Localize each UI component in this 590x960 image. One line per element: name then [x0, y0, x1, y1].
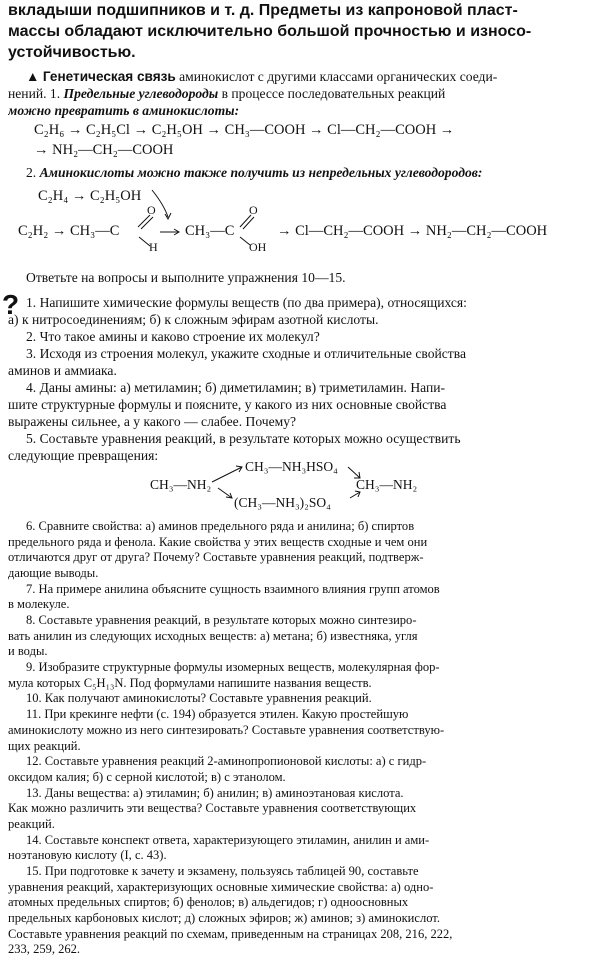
task-line: 12. Составьте уравнения реакций 2-аминопропионовой кислоты: а) с гидр-	[26, 754, 427, 769]
equation-1-line-1: C₂H₆ → C₂H₅Cl → C₂H₅OH → CH₃—COOH → Cl—CH₂—COOH →	[34, 122, 455, 138]
task-line: Как можно различить эти вещества? Составьте уравнения соответствующих	[8, 801, 417, 816]
scheme-upper: CH₃—NH₃HSO₄	[245, 459, 338, 474]
aldehyde-oxygen: O	[147, 203, 156, 217]
task-line: 10. Как получают аминокислоты? Составьте уравнения реакций.	[26, 691, 372, 706]
task-line: щих реакций.	[8, 738, 81, 753]
intro-line-1: вкладыши подшипников и т. д. Предметы из капроновой пласт-	[8, 2, 518, 19]
scheme-tail: → Cl—CH₂—COOH → NH₂—CH₂—COOH	[277, 223, 548, 239]
task-line: Составьте уравнения реакций по схемам, приведенным на страницах 208, 216, 222,	[8, 926, 453, 941]
task-line: 14. Составьте конспект ответа, характеризующего этиламин, анилин и ами-	[26, 832, 430, 847]
scheme-lower: (CH₃—NH₃)₂SO₄	[234, 495, 331, 510]
task-line: 1. Напишите химические формулы веществ (по два примера), относящихся:	[26, 295, 467, 310]
scheme-acetic: CH₃—C	[185, 223, 235, 239]
genetic-title: Генетическая связь	[42, 69, 176, 84]
task-line: 15. При подготовке к зачету и экзамену, пользуясь таблицей 90, составьте	[26, 863, 419, 878]
task-line: ноэтановую кислоту (I, с. 43).	[8, 848, 167, 863]
acid-hydroxyl: OH	[249, 240, 267, 254]
intro-line-2: массы обладают исключительно большой прочностью и износо-	[8, 23, 532, 40]
task-line: 11. При крекинге нефти (с. 194) образуется этилен. Какую простейшую	[26, 707, 409, 722]
task-line: 6. Сравните свойства: а) аминов предельного ряда и анилина; б) спиртов	[26, 519, 415, 533]
task-line: 7. На примере анилина объясните сущность взаимного влияния групп атомов	[26, 581, 440, 596]
task-line: 5. Составьте уравнения реакций, в результате которых можно осуществить	[26, 431, 461, 446]
task-line: 8. Составьте уравнения реакций, в результате которых можно синтезиро-	[26, 613, 417, 628]
task-line: 4. Даны амины: а) метиламин; б) диметиламин; в) триметиламин. Напи-	[26, 380, 446, 395]
genetic-line-1-rest: аминокислот с другими классами органических соеди-	[175, 69, 498, 84]
task-line: а) к нитросоединениям; б) к сложным эфирам азотной кислоты.	[8, 312, 379, 327]
point-2-line: 2. Аминокислоты можно также получить из непредельных углеводородов:	[26, 165, 483, 180]
task-line: атомных предельных спиртов; б) фенолов; в) альдегидов; г) одноосновных	[8, 895, 409, 910]
task-line: шите структурные формулы и поясните, у какого из них основные свойства	[8, 397, 447, 412]
task-line: и воды.	[8, 644, 48, 659]
task-line: отличаются друг от друга? Почему? Составьте уравнения реакций, подтверж-	[8, 550, 424, 565]
task-line: предельных карбоновых кислот; д) сложных эфиров; ж) аминов; з) аминокислот.	[8, 910, 440, 925]
task-line: 233, 259, 262.	[8, 942, 81, 957]
scheme-methylamine-left: CH₃—NH₂	[150, 477, 212, 492]
intro-line-3: устойчивостью.	[8, 44, 136, 61]
task-line: аминокислоту можно из него синтезировать? Составьте уравнения соответствую-	[8, 722, 445, 737]
task-line: 2. Что такое амины и каково строение их молекул?	[26, 329, 320, 344]
task-line: дающие выводы.	[8, 566, 99, 581]
triangle-marker-icon: ▲	[26, 69, 40, 84]
tasks-intro: Ответьте на вопросы и выполните упражнения 10—15.	[26, 270, 346, 285]
task-line: выражены сильнее, а у какого — слабее. Почему?	[8, 414, 297, 429]
acid-oxygen: O	[249, 203, 258, 217]
task-line: в молекуле.	[8, 597, 70, 612]
genetic-line-2: нений. 1. Предельные углеводороды в процессе последовательных реакций	[8, 86, 446, 101]
aldehyde-hydrogen: H	[149, 240, 158, 254]
task-line: вать анилин из следующих исходных веществ: а) метана; б) известняка, угля	[8, 628, 418, 643]
task-line: аминов и аммиака.	[8, 363, 117, 378]
task-line: реакций.	[8, 816, 55, 831]
task-line: 13. Даны вещества: а) этиламин; б) анилин; в) аминоэтановая кислота.	[26, 785, 404, 800]
scheme-methylamine-right: CH₃—NH₂	[356, 477, 418, 492]
task-line: 3. Исходя из строения молекул, укажите сходные и отличительные свойства	[26, 346, 467, 361]
task-line: следующие превращения:	[8, 448, 159, 463]
genetic-line-3: можно превратить в аминокислоты:	[8, 103, 240, 118]
task-line: мула которых C₅H₁₃N. Под формулами напишите названия веществ.	[8, 675, 372, 690]
task-line: предельного ряда и фенола. Какие свойства у этих веществ сходные и чем они	[8, 534, 428, 549]
question-mark-icon: ?	[2, 289, 20, 320]
task-line: 9. Изобразите структурные формулы изомерных веществ, молекулярная фор-	[26, 660, 440, 675]
task-line: оксидом калия; б) с серной кислотой; в) с этанолом.	[8, 769, 286, 784]
equation-1-line-2: → NH₂—CH₂—COOH	[34, 142, 174, 158]
scheme-c2h4: C₂H₄ → C₂H₅OH	[38, 188, 142, 204]
task-line: уравнения реакций, характеризующих основные химические свойства: а) одно-	[8, 879, 434, 894]
scheme-c2h2: C₂H₂ → CH₃—C	[18, 223, 120, 239]
